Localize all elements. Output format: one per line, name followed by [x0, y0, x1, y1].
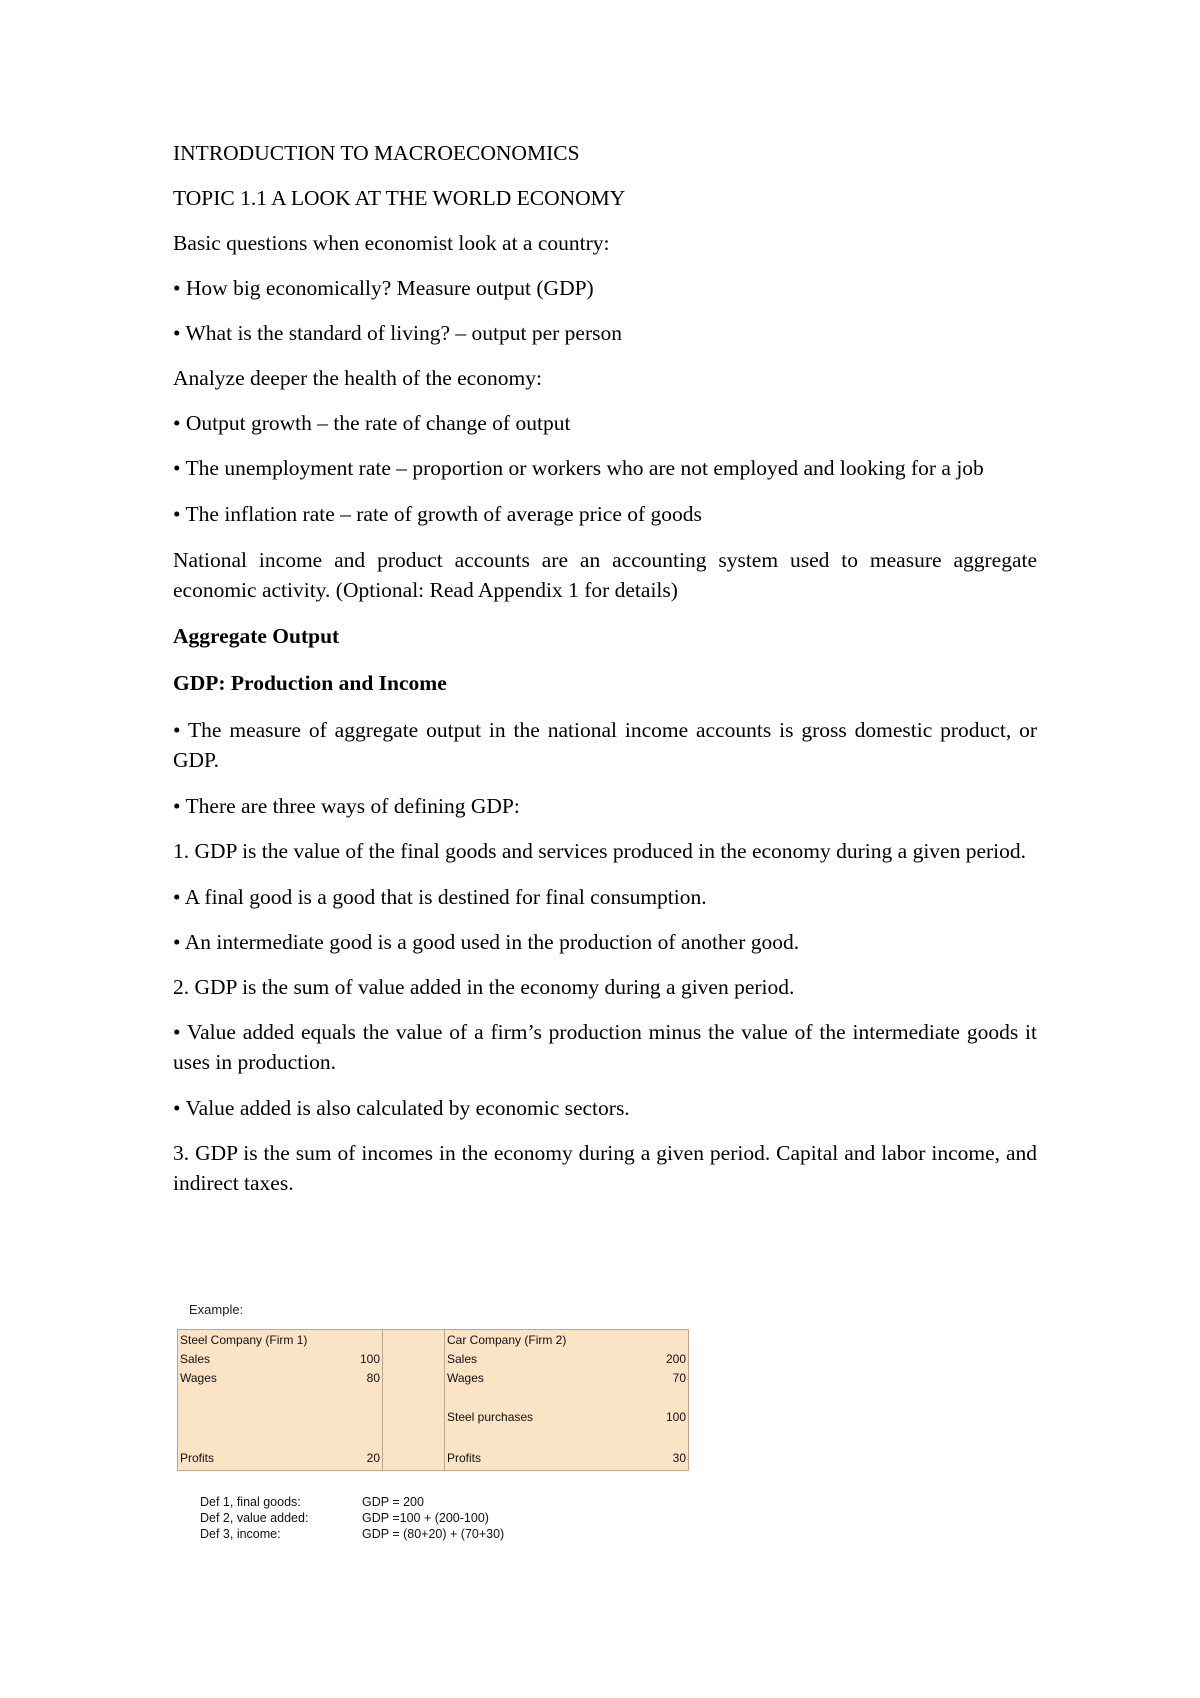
row-label: Sales: [447, 1352, 478, 1366]
row-value: 30: [672, 1451, 686, 1465]
row-value: 70: [672, 1371, 686, 1385]
table-row: [447, 1410, 686, 1424]
definition-label: Def 1, final goods:: [200, 1495, 301, 1509]
table-row: [447, 1451, 686, 1465]
definition-formula: GDP = 200: [362, 1495, 424, 1509]
gdp-definitions: [200, 1494, 504, 1542]
bullet-item: • The unemployment rate – proportion or workers who are not employed and looking for a job: [173, 456, 984, 480]
row-value: 20: [366, 1451, 380, 1465]
bullet-item: • How big economically? Measure output (GDP): [173, 276, 594, 300]
firm1-name: Steel Company (Firm 1): [180, 1333, 308, 1347]
car-company-table: [444, 1329, 689, 1471]
bullet-item: • Value added is also calculated by economic sectors.: [173, 1096, 630, 1120]
bullet-item: • An intermediate good is a good used in the production of another good.: [173, 930, 800, 954]
table-row: [180, 1371, 380, 1385]
paragraph: Basic questions when economist look at a country:: [173, 231, 610, 255]
row-value: 200: [665, 1352, 686, 1366]
table-header: [180, 1333, 380, 1347]
row-label: Profits: [180, 1451, 215, 1465]
row-label: Profits: [447, 1451, 482, 1465]
definition-formula: GDP = (80+20) + (70+30): [362, 1527, 505, 1541]
row-value: 100: [665, 1410, 686, 1424]
definition-formula: GDP =100 + (200-100): [362, 1511, 489, 1525]
example-figure: [177, 1302, 697, 1471]
definition-row: [200, 1526, 504, 1542]
table-row: [447, 1371, 686, 1385]
bullet-item: • There are three ways of defining GDP:: [173, 794, 520, 818]
numbered-item: 1. GDP is the value of the final goods and services produced in the economy during a given period.: [173, 839, 1027, 863]
table-row: [180, 1352, 380, 1366]
row-value: 100: [359, 1352, 380, 1366]
row-label: Wages: [180, 1371, 217, 1385]
row-value: 80: [366, 1371, 380, 1385]
paragraph: Analyze deeper the health of the economy:: [173, 366, 542, 390]
document-body: [173, 138, 1037, 1214]
steel-company-table: [177, 1329, 383, 1471]
table-row: [447, 1352, 686, 1366]
example-title: Example:: [189, 1302, 244, 1317]
paragraph: National income and product accounts are an accounting system used to measure aggregate economic activity. (Optional: Read Appendix 1 for details): [173, 548, 1037, 602]
bullet-item: • Value added equals the value of a firm’s production minus the value of the intermediate goods it uses in production.: [173, 1020, 1037, 1074]
row-label: Sales: [180, 1352, 211, 1366]
section-heading: GDP: Production and Income: [173, 671, 447, 695]
row-label: Steel purchases: [447, 1410, 534, 1424]
firm-tables: [177, 1329, 689, 1471]
table-row: [180, 1451, 380, 1465]
doc-title: INTRODUCTION TO MACROECONOMICS: [173, 141, 580, 165]
table-header: [447, 1333, 686, 1347]
definition-label: Def 2, value added:: [200, 1511, 309, 1525]
bullet-item: • What is the standard of living? – output per person: [173, 321, 622, 345]
numbered-item: 2. GDP is the sum of value added in the economy during a given period.: [173, 975, 795, 999]
bullet-item: • Output growth – the rate of change of output: [173, 411, 571, 435]
row-label: Wages: [447, 1371, 484, 1385]
firm2-name: Car Company (Firm 2): [447, 1333, 567, 1347]
bullet-item: • The measure of aggregate output in the national income accounts is gross domestic product, or GDP.: [173, 718, 1037, 772]
bullet-item: • A final good is a good that is destined for final consumption.: [173, 885, 707, 909]
definition-row: [200, 1510, 504, 1526]
topic-heading: TOPIC 1.1 A LOOK AT THE WORLD ECONOMY: [173, 186, 626, 210]
bullet-item: • The inflation rate – rate of growth of average price of goods: [173, 502, 702, 526]
definition-row: [200, 1494, 504, 1510]
table-gap-column: [383, 1329, 444, 1471]
definition-label: Def 3, income:: [200, 1527, 281, 1541]
numbered-item: 3. GDP is the sum of incomes in the economy during a given period. Capital and labor income, and indirect taxes.: [173, 1141, 1037, 1195]
section-heading: Aggregate Output: [173, 624, 340, 648]
